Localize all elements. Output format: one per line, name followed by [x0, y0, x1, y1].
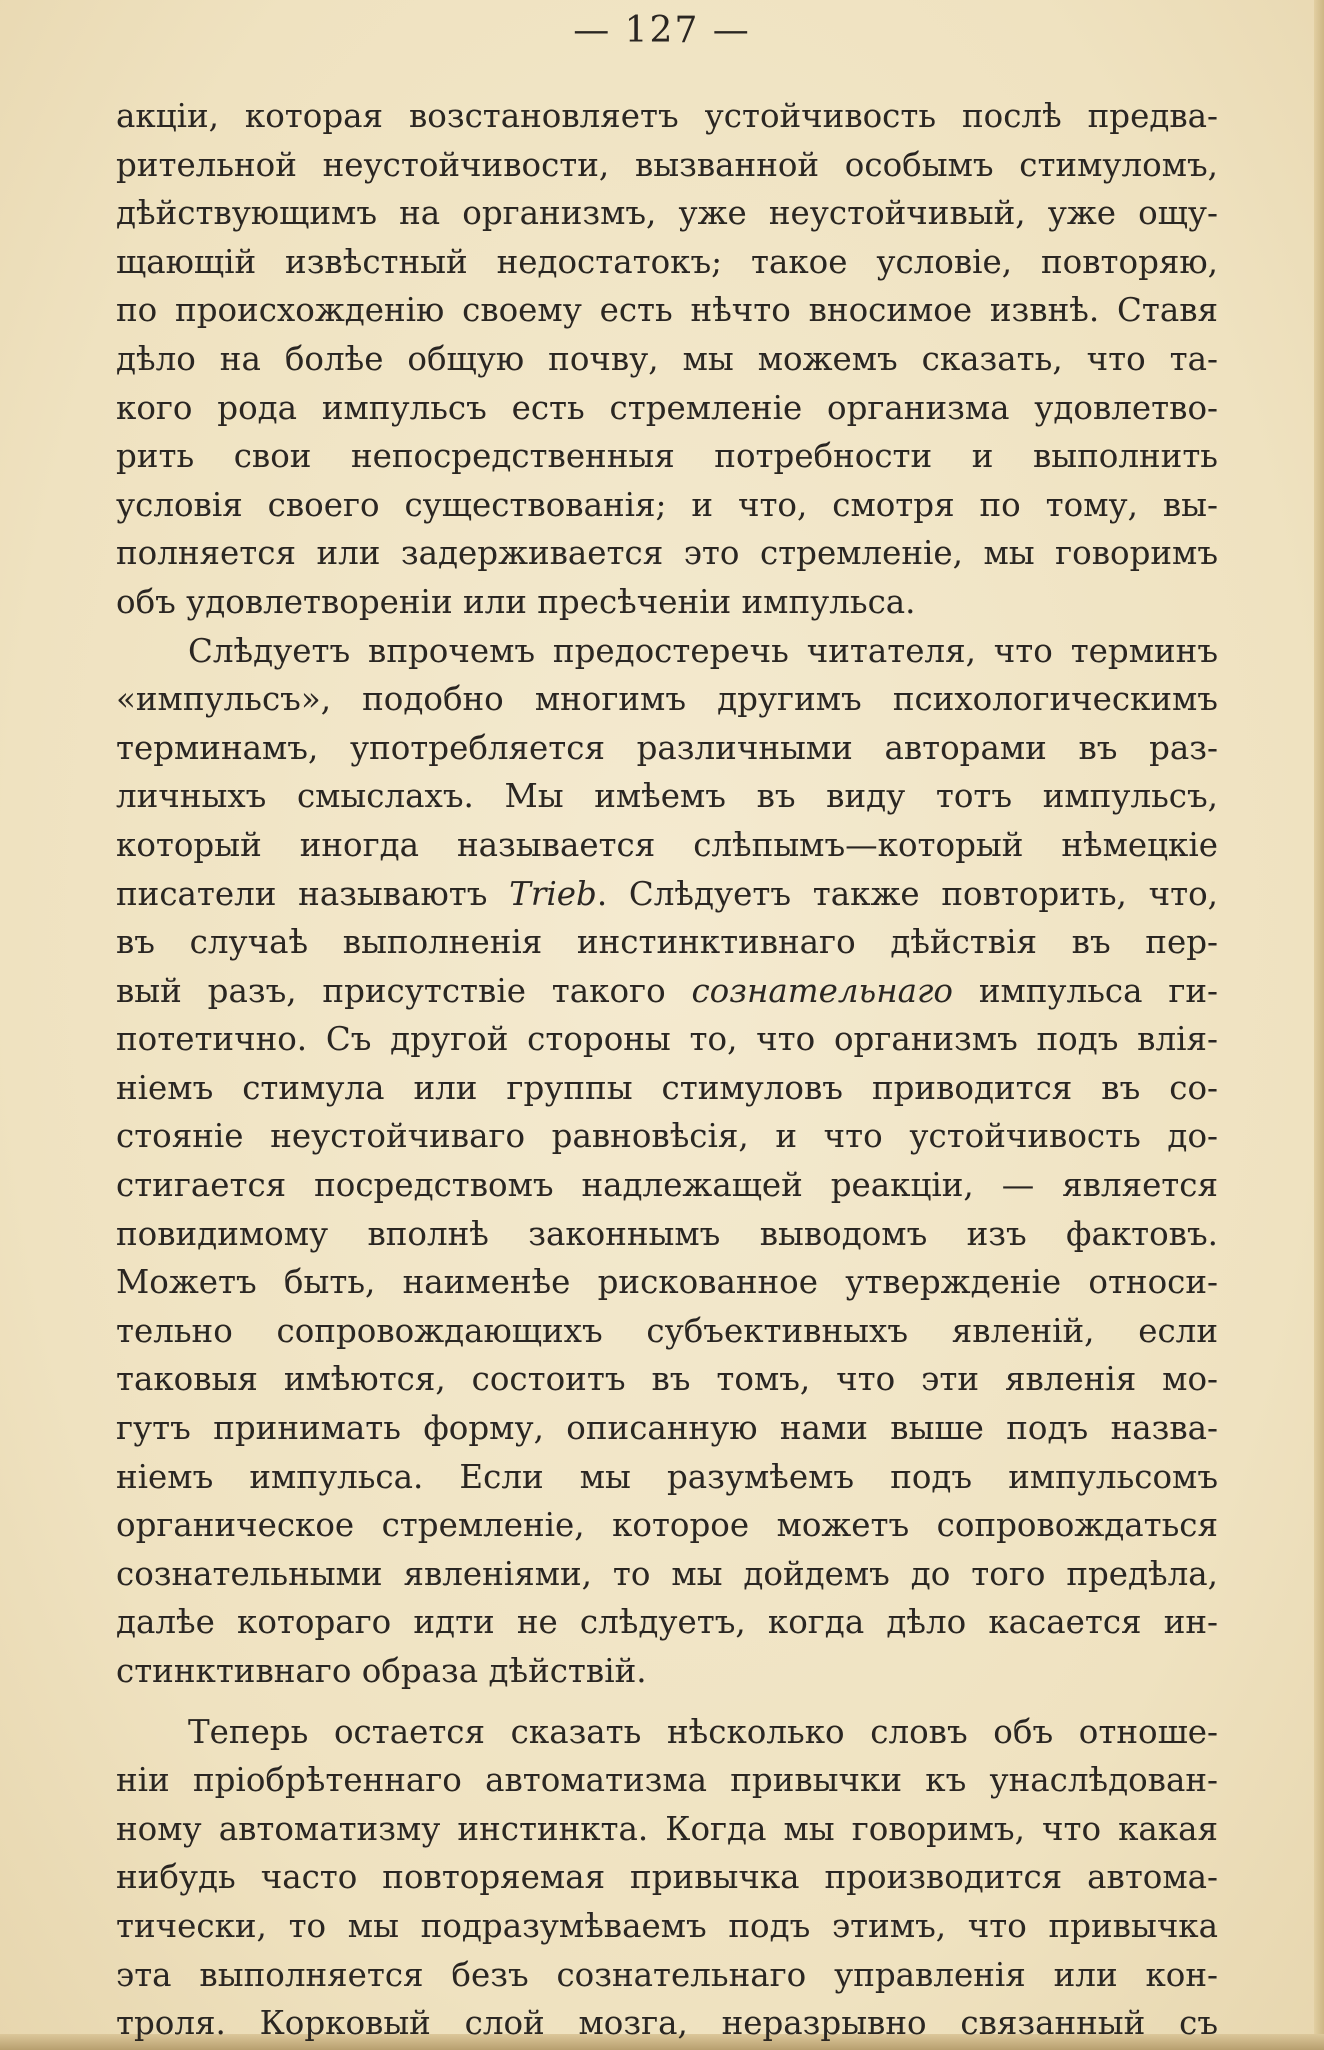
text-line-with-italic — [116, 870, 1218, 919]
text-line: таковыя имѣются, состоитъ въ томъ, что эти явленія мо- — [116, 1360, 1218, 1399]
text-line: тически, то мы подразумѣваемъ подъ этимъ, что привычка — [116, 1906, 1218, 1945]
text-line: кого рода импульсъ есть стремленіе организма удовлетво- — [116, 388, 1218, 427]
text-line: ному автоматизму инстинкта. Когда мы говоримъ, что какая — [116, 1809, 1218, 1848]
text-run: . Слѣдуетъ также повторить, что, — [596, 874, 1218, 913]
text-line: личныхъ смыслахъ. Мы имѣемъ въ виду тотъ импульсъ, — [116, 777, 1218, 816]
text-line: гутъ принимать форму, описанную нами выше подъ назва- — [116, 1409, 1218, 1448]
paragraph-start-line: Теперь остается сказать нѣсколько словъ объ отноше- — [188, 1712, 1218, 1751]
text-line: Можетъ быть, наименѣе рискованное утвержденіе относи- — [116, 1263, 1218, 1302]
text-line: троля. Корковый слой мозга, неразрывно связанный съ — [116, 2004, 1218, 2043]
text-line: эта выполняется безъ сознательнаго управленія или кон- — [116, 1955, 1218, 1994]
text-line: акціи, которая возстановляетъ устойчивость послѣ предва- — [116, 97, 1218, 135]
text-line: условія своего существованія; и что, смотря по тому, вы- — [116, 485, 1218, 524]
text-line: органическое стремленіе, которое можетъ сопровождаться — [116, 1506, 1218, 1545]
text-line: ніемъ импульса. Если мы разумѣемъ подъ импульсомъ — [116, 1457, 1218, 1496]
paragraph-gap — [116, 1696, 1218, 1708]
text-line: сознательными явленіями, то мы дойдемъ до того предѣла, — [116, 1554, 1218, 1593]
paragraph-start-line: Слѣдуетъ впрочемъ предостеречь читателя, что терминъ — [188, 631, 1218, 670]
paragraph-end-line: стинктивнаго образа дѣйствій. — [116, 1652, 647, 1690]
text-line: полняется или задерживается это стремленіе, мы говоримъ — [116, 534, 1218, 573]
italic-term-trieb: Trieb — [509, 874, 597, 913]
text-line: стигается посредствомъ надлежащей реакціи, — является — [116, 1166, 1218, 1205]
text-line: терминамъ, употребляется различными авторами въ раз- — [116, 728, 1218, 767]
text-line: дѣло на болѣе общую почву, мы можемъ сказать, что та- — [116, 339, 1218, 378]
page-number: — 127 — — [573, 10, 751, 51]
text-line: тельно сопровождающихъ субъективныхъ явленій, если — [116, 1311, 1218, 1350]
text-line: въ случаѣ выполненія инстинктивнаго дѣйствія въ пер- — [116, 923, 1218, 962]
text-run: импульса ги- — [952, 971, 1218, 1010]
text-line-with-italic — [116, 967, 1218, 1016]
paragraph-end-line: объ удовлетвореніи или пресѣченіи импульса. — [116, 582, 916, 621]
text-line: нибудь часто повторяемая привычка производится автома- — [116, 1858, 1218, 1897]
text-line: «импульсъ», подобно многимъ другимъ психологическимъ — [116, 680, 1218, 719]
text-line: рить свои непосредственныя потребности и выполнить — [116, 437, 1218, 476]
text-line: рительной неустойчивости, вызванной особымъ стимуломъ, — [116, 145, 1218, 184]
italic-term-conscious: сознательнаго — [691, 971, 953, 1010]
text-line: ніи пріобрѣтеннаго автоматизма привычки къ унаслѣдован- — [116, 1761, 1218, 1800]
text-line: потетично. Съ другой стороны то, что организмъ подъ влія- — [116, 1020, 1218, 1059]
text-line: щающій извѣстный недостатокъ; такое условіе, повторяю, — [116, 242, 1218, 281]
text-line: по происхожденію своему есть нѣчто вносимое извнѣ. Ставя — [116, 291, 1218, 330]
text-run: писатели называютъ — [116, 874, 510, 913]
text-line: стояніе неустойчиваго равновѣсія, и что устойчивость до- — [116, 1117, 1218, 1156]
text-line: повидимому вполнѣ законнымъ выводомъ изъ фактовъ. — [116, 1214, 1218, 1253]
page-edge-right — [1314, 0, 1324, 2050]
text-run: вый разъ, присутствіе такого — [116, 971, 692, 1010]
text-line: ніемъ стимула или группы стимуловъ приводится въ со- — [116, 1068, 1218, 1107]
text-line: дѣйствующимъ на организмъ, уже неустойчивый, уже ощу- — [116, 194, 1218, 233]
text-line: далѣе котораго идти не слѣдуетъ, когда дѣло касается ин- — [116, 1603, 1218, 1642]
body-text — [116, 92, 1218, 2048]
text-line: который иногда называется слѣпымъ—который нѣмецкіе — [116, 825, 1218, 864]
